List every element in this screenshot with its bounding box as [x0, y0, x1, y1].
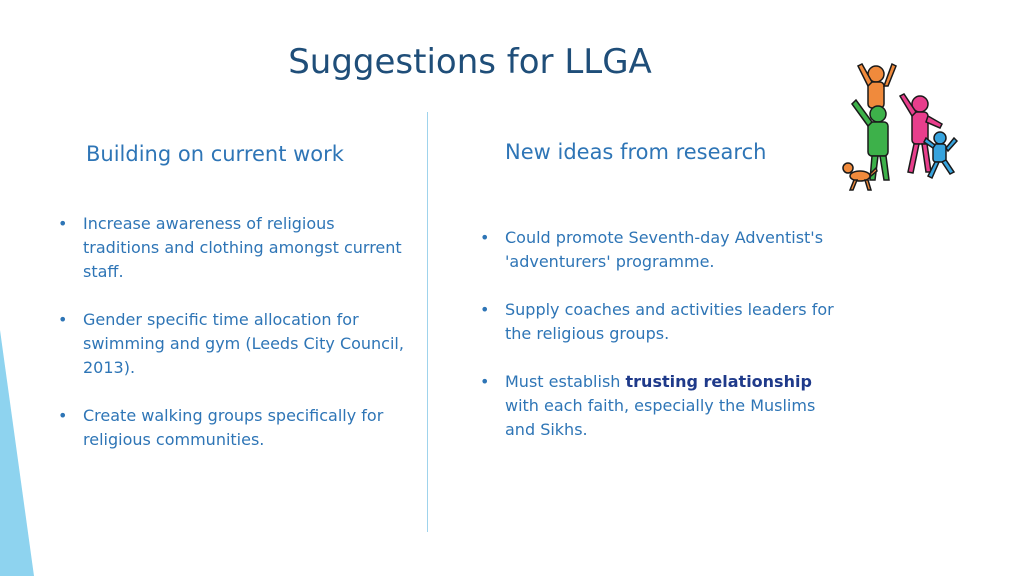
bullet-text: Gender specific time allocation for swimming and gym (Leeds City Council, 2013). [83, 310, 404, 377]
bullet-text: Create walking groups specifically for religious communities. [83, 406, 384, 449]
bullet-icon: • [58, 406, 68, 425]
bullet-icon: • [480, 228, 490, 247]
list-item [480, 370, 840, 442]
accent-stripe [0, 0, 40, 576]
slide-title: Suggestions for LLGA [288, 42, 652, 82]
bullet-icon: • [480, 372, 490, 391]
right-bullet-list [480, 226, 840, 466]
list-item [58, 404, 413, 452]
bullet-icon: • [480, 300, 490, 319]
bullet-text: Increase awareness of religious traditions and clothing amongst current staff. [83, 214, 402, 281]
bullet-text: Supply coaches and activities leaders for the religious groups. [505, 300, 834, 343]
right-column-heading: New ideas from research [505, 140, 767, 164]
left-bullet-list [58, 212, 413, 476]
left-column-heading: Building on current work [86, 142, 344, 166]
bullet-text-suffix: with each faith, especially the Muslims and Sikhs. [505, 396, 816, 439]
bullet-text: Could promote Seventh-day Adventist's 'adventurers' programme. [505, 228, 824, 271]
column-divider [427, 112, 428, 532]
bullet-text-prefix: Must establish [505, 372, 626, 391]
list-item [58, 308, 413, 380]
bullet-icon: • [58, 214, 68, 233]
list-item [58, 212, 413, 284]
list-item [480, 226, 840, 274]
bullet-text-emphasis: trusting relationship [625, 372, 812, 391]
bullet-icon: • [58, 310, 68, 329]
people-exercising-icon [838, 52, 958, 192]
list-item [480, 298, 840, 346]
